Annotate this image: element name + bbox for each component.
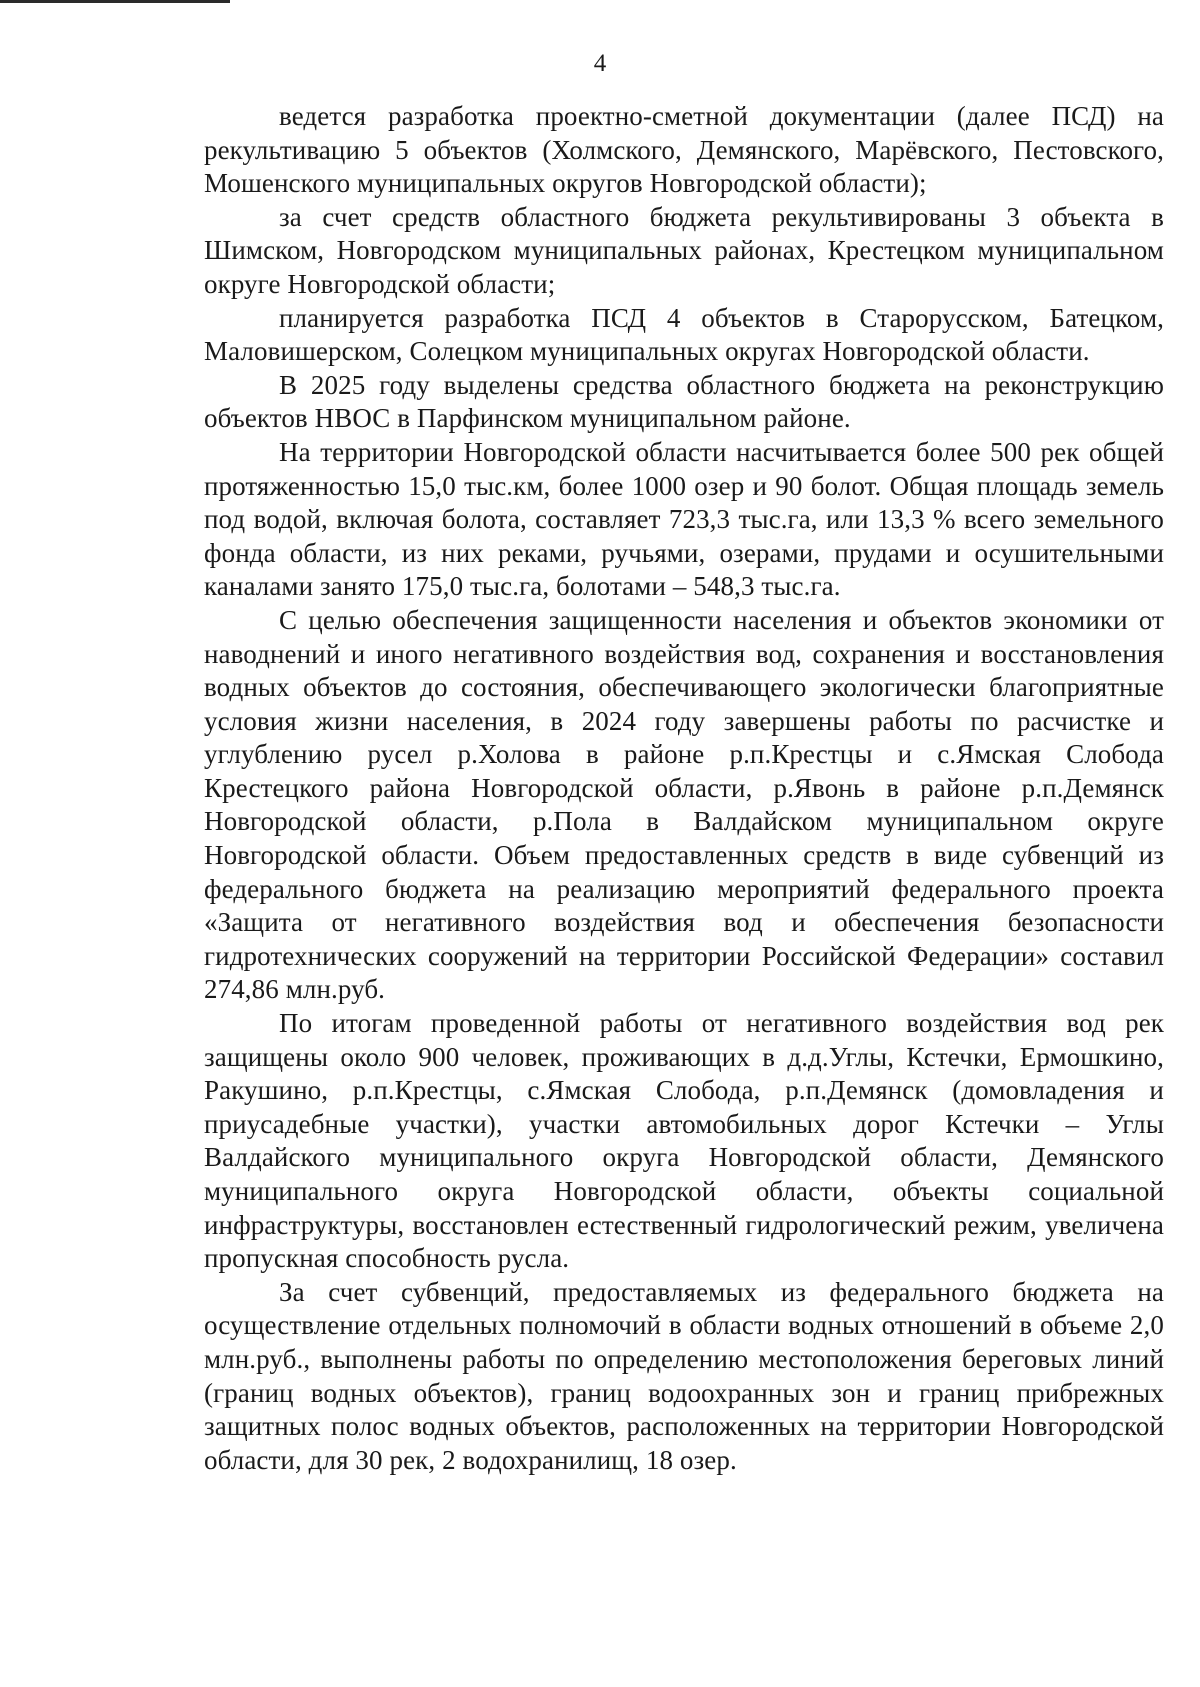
paragraph-psd-development: ведется разработка проектно-сметной документации (далее ПСД) на рекультивацию 5 объектов (Холмского, Демянского, Марёвского, Пестовского, Мошенского муниципальных округов Новгородской области); <box>204 101 1164 199</box>
paragraph-results: По итогам проведенной работы от негативного воздействия вод рек защищены около 900 человек, проживающих в д.д.Углы, Кстечки, Ермошкино, Ракушино, р.п.Крестцы, с.Ямская Слобода, р.п.Демянск (домовладения и приусадебные участки), участки автомобильных дорог Кстечки – Углы Валдайского муниципального округа Новгородской области, Демянского муниципального округа Новгородской области, объекты социальной инфраструктуры, восстановлен естественный гидрологический режим, увеличена пропускная способность русла. <box>204 1008 1164 1274</box>
scan-edge-line <box>0 0 230 3</box>
paragraph-water-resources: На территории Новгородской области насчитывается более 500 рек общей протяженностью 15,0 тыс.км, более 1000 озер и 90 болот. Общая площадь земель под водой, включая болота, составляет 723,3 тыс.га, или 13,3 % всего земельного фонда области, из них реками, ручьями, озерами, прудами и осушительными каналами занято 175,0 тыс.га, болотами – 548,3 тыс.га. <box>204 436 1164 602</box>
document-body <box>204 100 1164 1477</box>
page-number: 4 <box>593 50 607 77</box>
paragraph-planned-psd: планируется разработка ПСД 4 объектов в Старорусском, Батецком, Маловишерском, Солецком муниципальных округах Новгородской области. <box>204 302 1164 367</box>
paragraph-recultivated-objects: за счет средств областного бюджета рекультивированы 3 объекта в Шимском, Новгородском муниципальных районах, Крестецком муниципальном округе Новгородской области; <box>204 201 1164 299</box>
paragraph-subventions: За счет субвенций, предоставляемых из федерального бюджета на осуществление отдельных полномочий в области водных отношений в объеме 2,0 млн.руб., выполнены работы по определению местоположения береговых линий (границ водных объектов), границ водоохранных зон и границ прибрежных защитных полос водных объектов, расположенных на территории Новгородской области, для 30 рек, 2 водохранилищ, 18 озер. <box>204 1276 1164 1475</box>
paragraph-flood-protection: С целью обеспечения защищенности населения и объектов экономики от наводнений и иного негативного воздействия вод, сохранения и восстановления водных объектов до состояния, обеспечивающего экологически благоприятные условия жизни населения, в 2024 году завершены работы по расчистке и углублению русел р.Холова в районе р.п.Крестцы и с.Ямская Слобода Крестецкого района Новгородской области, р.Явонь в районе р.п.Демянск Новгородской области, р.Пола в Валдайском муниципальном округе Новгородской области. Объем предоставленных средств в виде субвенций из федерального бюджета на реализацию мероприятий федерального проекта «Защита от негативного воздействия вод и обеспечения безопасности гидротехнических сооружений на территории Российской Федерации» составил 274,86 млн.руб. <box>204 604 1164 1005</box>
paragraph-nvos-reconstruction: В 2025 году выделены средства областного бюджета на реконструкцию объектов НВОС в Парфинском муниципальном районе. <box>204 369 1164 434</box>
